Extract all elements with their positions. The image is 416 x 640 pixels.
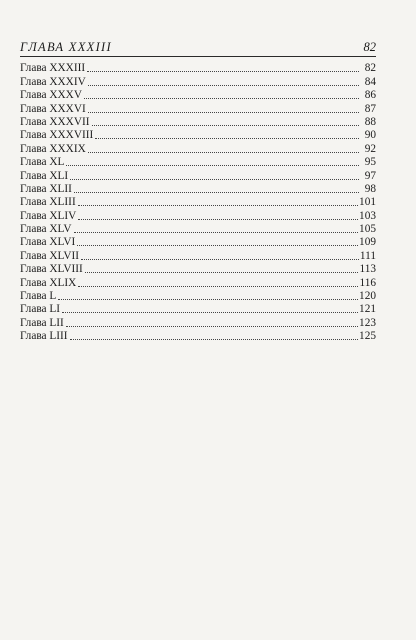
toc-entry-page: 121 <box>359 303 376 316</box>
toc-entry-title: Глава XLIX <box>20 276 77 289</box>
toc-entry-title: Глава XL <box>20 156 65 169</box>
toc-entry-page: 105 <box>359 223 376 236</box>
dot-leader <box>70 339 359 340</box>
dot-leader <box>88 85 359 86</box>
toc-entry-title: Глава XXXV <box>20 89 82 102</box>
dot-leader <box>77 245 358 246</box>
toc-entry-page: 95 <box>364 156 376 169</box>
toc-entry-title: Глава XXXVIII <box>20 129 94 142</box>
toc-entry <box>20 102 376 115</box>
toc-entry-title: Глава XXXIV <box>20 75 86 88</box>
dot-leader <box>78 205 358 206</box>
toc-entry-title: Глава XLI <box>20 169 69 182</box>
toc-entry-page: 113 <box>359 263 376 276</box>
toc-entry-page: 103 <box>359 209 376 222</box>
dot-leader <box>74 232 359 233</box>
toc-entry-page: 97 <box>364 169 376 182</box>
dot-leader <box>78 219 358 220</box>
table-of-contents <box>20 62 376 343</box>
toc-entry-title: Глава XXXIII <box>20 62 86 75</box>
dot-leader <box>58 299 358 300</box>
toc-entry <box>20 330 376 343</box>
toc-entry-page: 84 <box>364 75 376 88</box>
toc-entry <box>20 169 376 182</box>
toc-entry-title: Глава XXXVI <box>20 102 86 115</box>
dot-leader <box>81 259 359 260</box>
toc-entry <box>20 75 376 88</box>
toc-entry <box>20 156 376 169</box>
dot-leader <box>62 312 358 313</box>
dot-leader <box>66 326 358 327</box>
toc-entry <box>20 129 376 142</box>
toc-entry-page: 123 <box>359 316 376 329</box>
toc-entry <box>20 276 376 289</box>
toc-entry <box>20 236 376 249</box>
dot-leader <box>84 98 359 99</box>
toc-entry <box>20 223 376 236</box>
toc-entry-page: 125 <box>359 330 376 343</box>
toc-entry <box>20 249 376 262</box>
toc-entry-title: Глава XLV <box>20 223 72 236</box>
dot-leader <box>70 179 359 180</box>
toc-entry-page: 111 <box>359 249 376 262</box>
dot-leader <box>74 192 359 193</box>
toc-entry <box>20 116 376 129</box>
dot-leader <box>88 112 359 113</box>
toc-entry-page: 120 <box>359 290 376 303</box>
toc-entry-title: Глава LIII <box>20 330 68 343</box>
toc-entry-title: Глава LII <box>20 316 64 329</box>
toc-entry-page: 90 <box>364 129 376 142</box>
toc-entry-page: 82 <box>364 62 376 75</box>
toc-entry-title: Глава XLVI <box>20 236 76 249</box>
header-rule <box>20 56 376 57</box>
dot-leader <box>87 71 359 72</box>
toc-entry <box>20 209 376 222</box>
toc-entry-title: Глава XLVIII <box>20 263 83 276</box>
dot-leader <box>95 138 359 139</box>
toc-entry-title: Глава XXXIX <box>20 142 86 155</box>
toc-entry-title: Глава LI <box>20 303 61 316</box>
toc-entry-page: 87 <box>364 102 376 115</box>
toc-entry <box>20 62 376 75</box>
toc-entry-title: Глава L <box>20 290 57 303</box>
toc-entry-page: 98 <box>364 182 376 195</box>
dot-leader <box>78 286 358 287</box>
toc-entry <box>20 142 376 155</box>
toc-entry <box>20 263 376 276</box>
toc-entry-page: 116 <box>359 276 376 289</box>
toc-entry-page: 101 <box>359 196 376 209</box>
toc-entry-page: 92 <box>364 142 376 155</box>
toc-entry-title: Глава XLVII <box>20 249 80 262</box>
page-number: 82 <box>363 40 376 54</box>
dot-leader <box>85 272 359 273</box>
toc-entry-page: 86 <box>364 89 376 102</box>
dot-leader <box>66 165 359 166</box>
toc-entry <box>20 303 376 316</box>
toc-entry <box>20 89 376 102</box>
toc-entry-page: 109 <box>359 236 376 249</box>
toc-entry <box>20 196 376 209</box>
toc-entry-title: Глава XXXVII <box>20 115 90 128</box>
toc-entry-title: Глава XLIII <box>20 196 76 209</box>
dot-leader <box>92 125 359 126</box>
toc-entry <box>20 316 376 329</box>
toc-entry-page: 88 <box>364 115 376 128</box>
toc-entry-title: Глава XLII <box>20 182 72 195</box>
toc-entry <box>20 183 376 196</box>
toc-entry <box>20 290 376 303</box>
toc-entry-title: Глава XLIV <box>20 209 77 222</box>
dot-leader <box>88 152 359 153</box>
running-head: ГЛАВА XXXIII <box>20 40 112 54</box>
